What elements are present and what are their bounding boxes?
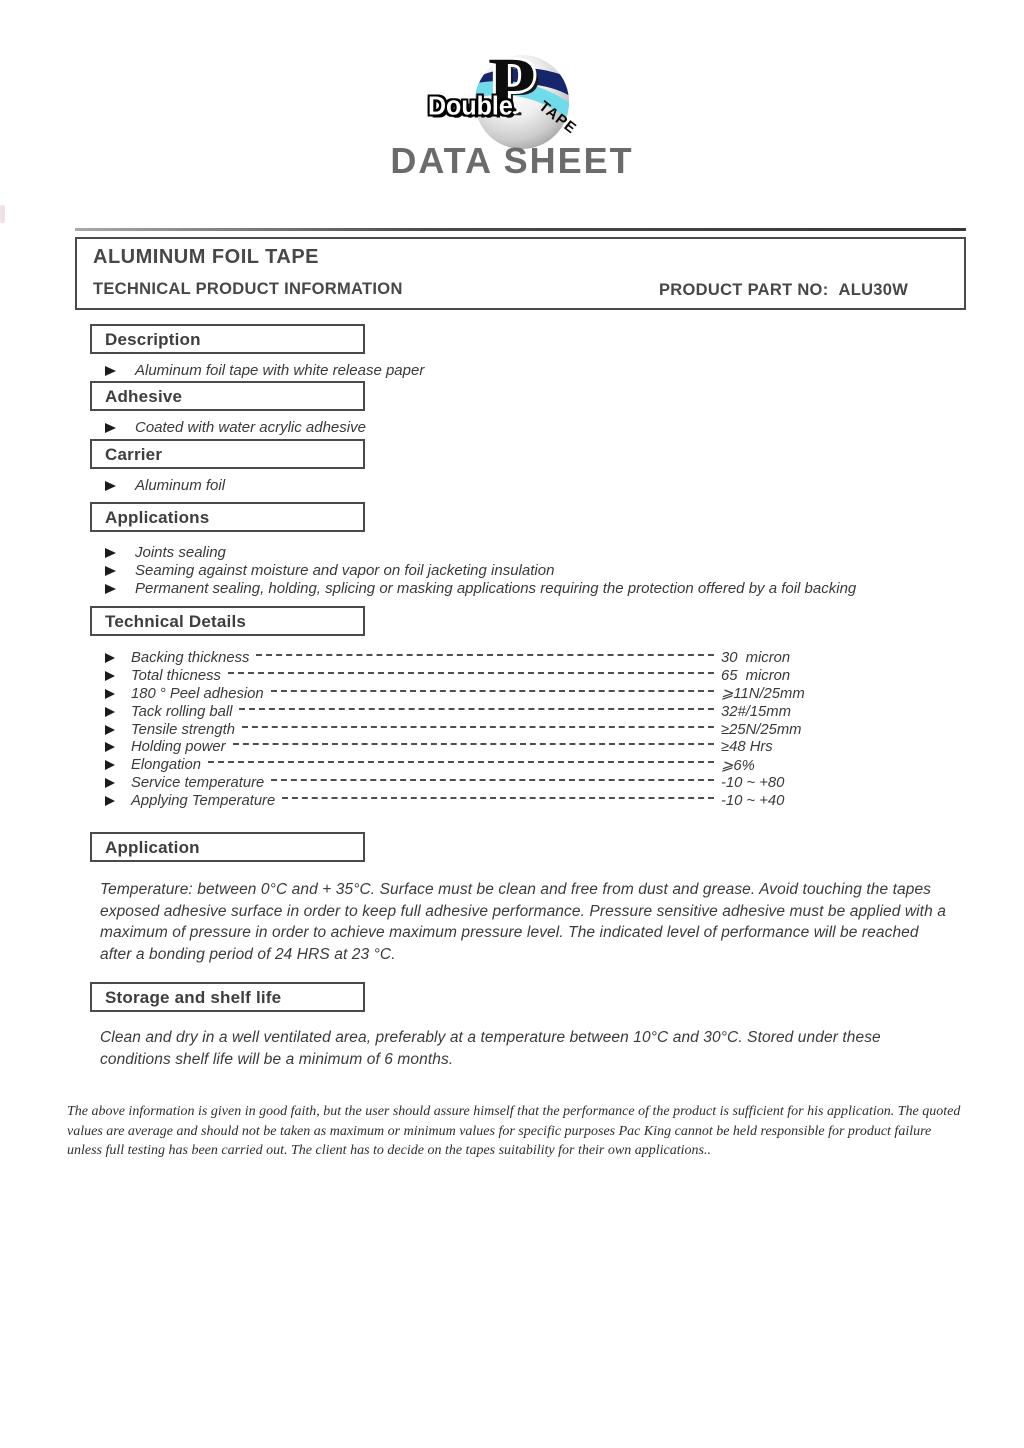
tech-value: ≥48 Hrs	[721, 739, 773, 756]
bullet-triangle-icon	[105, 366, 116, 376]
logo-p-letter: P	[488, 41, 536, 128]
tech-label: Service temperature	[131, 775, 265, 792]
table-row	[105, 738, 821, 756]
dash-leader	[233, 743, 714, 745]
scan-artifact	[0, 205, 5, 223]
bullet-triangle-icon	[105, 584, 116, 594]
bullet-triangle-icon	[105, 481, 116, 491]
bullet-triangle-icon	[105, 653, 115, 663]
tech-value: -10 ~ +80	[721, 775, 785, 792]
tech-value: ⩾6%	[721, 757, 755, 774]
technical-info-label: TECHNICAL PRODUCT INFORMATION	[93, 280, 403, 298]
bullet-triangle-icon	[105, 742, 115, 752]
dash-leader	[271, 690, 714, 692]
header-top-rule	[75, 228, 966, 231]
list-item	[105, 544, 965, 562]
tech-value: 65 micron	[721, 667, 791, 684]
dash-leader	[242, 726, 714, 728]
list-item	[105, 580, 965, 598]
table-row	[105, 703, 821, 721]
bullet-triangle-icon	[105, 796, 115, 806]
application-paragraph: Temperature: between 0°C and + 35°C. Surface must be clean and free from dust and grease. Avoid touching the tapes exposed adhesive surface in order to keep full adhesive performance. Pressure sensitive adhesive must be applied with a maximum of pressure in order to achieve maximum pressure level. The indicated level of performance will be reached after a bonding period of 24 HRS at 23 °C.	[100, 881, 946, 963]
table-row	[105, 774, 821, 792]
bullet-triangle-icon	[105, 760, 115, 770]
tech-label: Tack rolling ball	[131, 703, 233, 720]
product-header-box	[75, 237, 966, 310]
bullet-triangle-icon	[105, 671, 115, 681]
product-part-no	[659, 281, 908, 300]
bullet-triangle-icon	[105, 778, 115, 788]
section-header-technical-details: Technical Details	[90, 606, 365, 636]
dash-leader	[256, 654, 714, 656]
technical-details-list	[105, 649, 821, 810]
section-header-storage: Storage and shelf life	[90, 982, 365, 1012]
bullet-triangle-icon	[105, 423, 116, 433]
table-row	[105, 792, 821, 810]
applications-item: Seaming against moisture and vapor on foil jacketing insulation	[135, 562, 555, 579]
tech-label: Tensile strength	[131, 721, 235, 738]
page-title: DATA SHEET	[390, 140, 634, 181]
table-row	[105, 685, 821, 703]
logo-tape-text: TAPE	[535, 97, 580, 138]
tech-label: Total thicness	[131, 667, 221, 684]
dash-leader	[228, 672, 714, 674]
tech-value: 32#/15mm	[721, 703, 791, 720]
applications-item: Permanent sealing, holding, splicing or masking applications requiring the protection offered by a foil backing	[135, 580, 857, 597]
part-no-label: PRODUCT PART NO:	[659, 281, 829, 299]
dash-leader	[282, 797, 714, 799]
section-header-adhesive: Adhesive	[90, 381, 365, 411]
table-row	[105, 756, 821, 774]
list-item	[105, 419, 965, 437]
bullet-triangle-icon	[105, 689, 115, 699]
dash-leader	[208, 761, 714, 763]
tech-label: Backing thickness	[131, 649, 250, 666]
dash-leader	[239, 708, 714, 710]
bullet-triangle-icon	[105, 707, 115, 717]
tech-label: Elongation	[131, 757, 201, 774]
disclaimer-text: The above information is given in good faith, but the user should assure himself that the performance of the product is sufficient for his application. The quoted values are average and should not be taken as maximum or minimum values for specific purposes Pac King cannot be held responsible for product failure unless full testing has been carried out. The client has to decide on the tapes suitability for their own applications..	[67, 1104, 961, 1158]
bullet-triangle-icon	[105, 725, 115, 735]
table-row	[105, 667, 821, 685]
list-item	[105, 477, 965, 495]
tech-label: Holding power	[131, 739, 226, 756]
tech-value: 30 micron	[721, 649, 791, 666]
table-row	[105, 721, 821, 739]
adhesive-item: Coated with water acrylic adhesive	[135, 419, 366, 436]
tech-value: ≥25N/25mm	[721, 721, 802, 738]
applications-item: Joints sealing	[135, 544, 226, 561]
bullet-triangle-icon	[105, 548, 116, 558]
section-header-applications: Applications	[90, 502, 365, 532]
tech-value: ⩾11N/25mm	[721, 686, 805, 703]
logo-double-text: Double	[428, 91, 513, 121]
section-header-description: Description	[90, 324, 365, 354]
list-item	[105, 562, 965, 580]
description-item: Aluminum foil tape with white release paper	[135, 362, 425, 379]
dash-leader	[271, 779, 714, 781]
tech-label: Applying Temperature	[131, 793, 276, 810]
part-no-value: ALU30W	[838, 281, 909, 299]
tech-label: 180 ° Peel adhesion	[131, 685, 264, 702]
carrier-item: Aluminum foil	[135, 477, 226, 494]
section-header-application: Application	[90, 832, 365, 862]
list-item	[105, 362, 965, 380]
product-name: ALUMINUM FOIL TAPE	[93, 246, 320, 268]
tech-value: -10 ~ +40	[721, 793, 785, 810]
table-row	[105, 649, 821, 667]
storage-paragraph: Clean and dry in a well ventilated area, preferably at a temperature between 10°C and 30°C. Stored under these conditions shelf life will be a minimum of 6 months.	[100, 1029, 881, 1068]
bullet-triangle-icon	[105, 566, 116, 576]
doublep-tape-logo	[428, 41, 600, 152]
section-header-carrier: Carrier	[90, 439, 365, 469]
